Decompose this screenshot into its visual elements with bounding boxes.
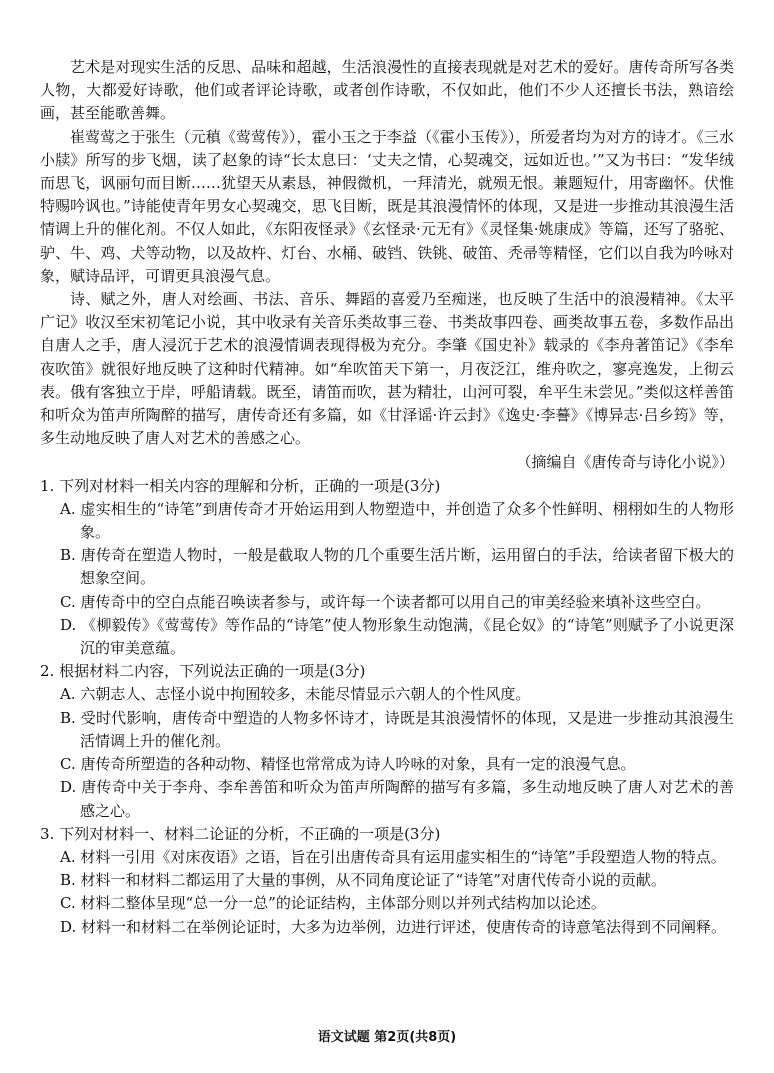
question-2 xyxy=(40,660,734,822)
option-a: A. 材料一引用《对床夜语》之语，旨在引出唐传奇具有运用虚实相生的“诗笔”手段塑造人物的特点。 xyxy=(60,847,726,866)
question-stem: 1. 下列对材料一相关内容的理解和分析，正确的一项是(3分) xyxy=(40,476,441,495)
page-footer: 语文试题 第2页(共8页) xyxy=(317,1030,457,1045)
question-1 xyxy=(40,475,734,661)
passage-source: （摘编自《唐传奇与诗化小说》） xyxy=(516,453,734,472)
passage-paragraph-1: 艺术是对现实生活的反思、品味和超越，生活浪漫性的直接表现就是对艺术的爱好。唐传奇所写各类人物，大都爱好诗歌，他们或者评论诗歌，或者创作诗歌，不仅如此，他们不少人还擅长书法，熟谙绘画，甚至能歌善舞。 xyxy=(40,58,734,123)
option-a: A. 虚实相生的“诗笔”到唐传奇才开始运用到人物塑造中，并创造了众多个性鲜明、栩栩如生的人物形象。 xyxy=(60,499,734,542)
passage-paragraph-2: 崔莺莺之于张生（元稹《莺莺传》），霍小玉之于李益（《霍小玉传》），所爱者均为对方的诗才。《三水小牍》所写的步飞烟，读了赵象的诗“长太息曰：‘丈夫之情，心契魂交，远如近也。’”又为书曰：“发华绒而思飞，讽丽句而目断……犹望天从素恳，神假微机，一拜清光，就殒无恨。兼题短什，用寄幽怀。伏惟特赐吟讽也。”诗能使青年男女心契魂交，思飞目断，既是其浪漫情怀的体现，又是进一步推动其浪漫生活情调上升的催化剂。不仅人如此，《东阳夜怪录》《玄怪录·元无有》《灵怪集·姚康成》等篇，还写了骆驼、驴、牛、鸡、犬等动物，以及故杵、灯台、水桶、破铛、铁铫、破笛、秃帚等精怪，它们以自我为吟咏对象，赋诗品评，可谓更具浪漫气息。 xyxy=(40,127,734,285)
option-c: C. 唐传奇所塑造的各种动物、精怪也常常成为诗人吟咏的对象，具有一定的浪漫气息。 xyxy=(60,755,636,774)
exam-page xyxy=(40,56,734,939)
option-b: B. 唐传奇在塑造人物时，一般是截取人物的几个重要生活片断，运用留白的手法，给读者留下极大的想象空间。 xyxy=(60,546,734,588)
option-b: B. 材料一和材料二都运用了大量的事例，从不同角度论证了“诗笔”对唐代传奇小说的贡献。 xyxy=(60,871,666,890)
passage-paragraph-3: 诗、赋之外，唐人对绘画、书法、音乐、舞蹈的喜爱乃至痴迷，也反映了生活中的浪漫精神。《太平广记》收汉至宋初笔记小说，其中收录有关音乐类故事三卷、书类故事四卷、画类故事五卷，多数作品出自唐人之手，唐人浸沉于艺术的浪漫情调表现得极为充分。李肇《国史补》载录的《李舟著笛记》《李牟夜吹笛》就很好地反映了这种时代精神。如“牟吹笛天下第一，月夜泛江，维舟吹之，寥亮逸发，上彻云表。俄有客独立于岸，呼船请载。既至，请笛而吹，甚为精壮，山河可裂，牟平生未尝见。”类似这样善笛和听众为笛声所陶醉的描写，唐传奇还有多篇，如《甘泽谣·许云封》《逸史·李謩》《博异志·吕乡筠》等，多生动地反映了唐人对艺术的善感之心。 xyxy=(40,290,734,448)
question-3 xyxy=(40,823,734,939)
option-d: D. 唐传奇中关于李舟、李牟善笛和听众为笛声所陶醉的描写有多篇，多生动地反映了唐人对艺术的善感之心。 xyxy=(60,778,734,820)
reading-passage xyxy=(40,56,734,475)
option-d: D. 材料一和材料二在举例论证时，大多为边举例，边进行评述，使唐传奇的诗意笔法得到不同阐释。 xyxy=(60,917,727,936)
question-stem: 3. 下列对材料一、材料二论证的分析，不正确的一项是(3分) xyxy=(40,824,441,843)
option-c: C. 唐传奇中的空白点能召唤读者参与，或许每一个读者都可以用自己的审美经验来填补这些空白。 xyxy=(60,592,711,611)
option-b: B. 受时代影响，唐传奇中塑造的人物多怀诗才，诗既是其浪漫情怀的体现，又是进一步推动其浪漫生活情调上升的催化剂。 xyxy=(60,708,734,750)
option-c: C. 材料二整体呈现“总一分一总”的论证结构，主体部分则以并列式结构加以论述。 xyxy=(60,894,606,913)
option-a: A. 六朝志人、志怪小说中拘囿较多，未能尽情显示六朝人的个性风度。 xyxy=(60,685,531,704)
option-d: D. 《柳毅传》《莺莺传》等作品的“诗笔”使人物形象生动饱满，《昆仑奴》的“诗笔”则赋予了小说更深沉的审美意蕴。 xyxy=(60,615,734,658)
question-stem: 2. 根据材料二内容，下列说法正确的一项是(3分) xyxy=(40,662,366,681)
